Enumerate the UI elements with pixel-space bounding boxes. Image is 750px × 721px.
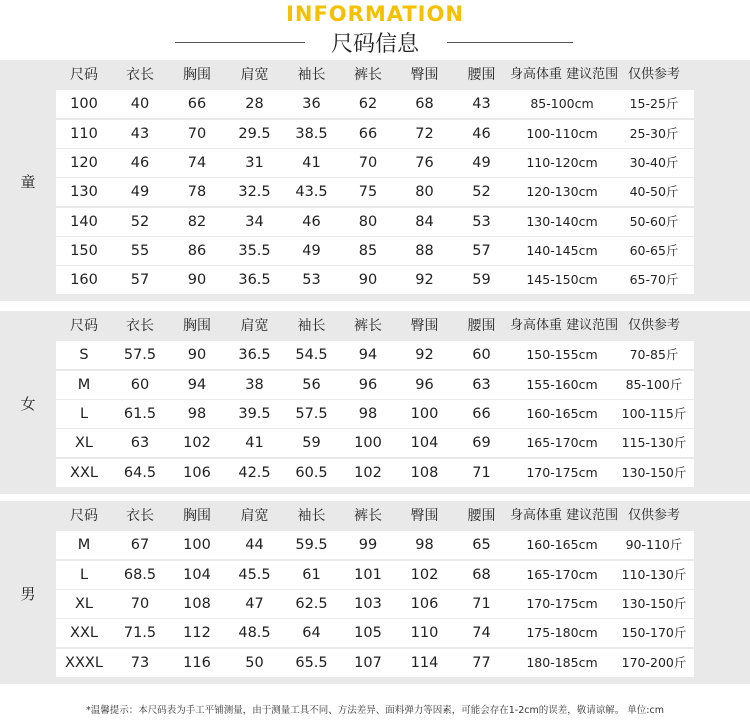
- table-cell: 52: [130, 214, 150, 230]
- table-cell: 44: [245, 537, 264, 553]
- header-cell: 身高体重 建议范围: [510, 67, 619, 82]
- table-cell: 25-30斤: [629, 126, 679, 141]
- table-header-row: [56, 502, 694, 531]
- table-cell: 180-185cm: [526, 655, 598, 670]
- header-cell: 胸围: [183, 318, 211, 334]
- table-cell: 90: [187, 347, 207, 363]
- table-cell: 155-160cm: [526, 377, 598, 392]
- section-label: 男: [20, 585, 36, 603]
- footer-note: *温馨提示：本尺码表为手工平铺测量，由于测量工具不同、方法差异、面料弹力等因素，可能会存在1-2cm的误差，敬请谅解。 单位:cm: [86, 705, 664, 716]
- table-cell: 150-155cm: [526, 347, 598, 362]
- table-cell: 62: [358, 96, 378, 112]
- table-cell: 75: [358, 184, 378, 200]
- header-cell: 尺码: [70, 508, 98, 524]
- table-cell: 64.5: [123, 465, 157, 481]
- table-cell: 107: [354, 655, 382, 671]
- header-cell: 衣长: [126, 318, 154, 334]
- table-cell: 70: [358, 155, 378, 171]
- header-cell: 衣长: [126, 67, 154, 83]
- table-row: [56, 619, 694, 648]
- table-cell: XXL: [70, 625, 98, 641]
- table-cell: 110: [70, 126, 98, 142]
- table-cell: 41: [245, 435, 264, 451]
- section-1: [0, 311, 750, 494]
- table-cell: 98: [415, 537, 434, 553]
- table-cell: 74: [472, 625, 491, 641]
- table-cell: 50: [245, 655, 264, 671]
- table-cell: 106: [183, 465, 211, 481]
- table-cell: 85-100斤: [625, 377, 683, 392]
- table-cell: 53: [302, 272, 321, 288]
- table-cell: 165-170cm: [526, 567, 598, 582]
- table-cell: 70: [187, 126, 207, 142]
- table-cell: 80: [415, 184, 434, 200]
- table-cell: 84: [415, 214, 434, 230]
- table-cell: 99: [358, 537, 378, 553]
- table-cell: 42.5: [238, 465, 271, 481]
- table-cell: 35.5: [238, 243, 271, 259]
- table-cell: 98: [358, 406, 378, 422]
- table-cell: L: [79, 567, 89, 583]
- table-cell: 120: [70, 155, 98, 171]
- table-cell: 76: [415, 155, 434, 171]
- header-cell: 腰围: [467, 318, 496, 334]
- table-row: [56, 149, 694, 178]
- table-cell: XL: [74, 596, 93, 612]
- header-cell: 肩宽: [240, 67, 269, 83]
- table-cell: 170-200斤: [621, 655, 687, 670]
- header-cell: 肩宽: [240, 508, 269, 524]
- table-cell: 100: [183, 537, 211, 553]
- table-cell: 53: [472, 214, 491, 230]
- table-cell: L: [79, 406, 89, 422]
- header-cell: 身高体重 建议范围: [510, 318, 619, 333]
- table-cell: 71: [472, 596, 491, 612]
- header-cell: 裤长: [354, 67, 382, 83]
- table-cell: 39.5: [238, 406, 271, 422]
- table-cell: 38: [245, 377, 264, 393]
- header-cell: 仅供参考: [627, 508, 680, 523]
- table-row: [56, 178, 694, 207]
- table-cell: 77: [472, 655, 491, 671]
- table-cell: 63: [472, 377, 491, 393]
- header-cell: 仅供参考: [627, 67, 680, 82]
- table-cell: XL: [74, 435, 93, 451]
- table-cell: 59: [472, 272, 491, 288]
- table-header-row: [56, 312, 694, 341]
- header-cell: 尺码: [70, 67, 98, 83]
- table-cell: 68: [415, 96, 434, 112]
- table-cell: 108: [183, 596, 211, 612]
- table-cell: 32.5: [238, 184, 271, 200]
- table-cell: 165-170cm: [526, 435, 598, 450]
- header-cell: 尺码: [70, 318, 98, 334]
- table-cell: 57.5: [123, 347, 157, 363]
- table-cell: 92: [415, 347, 434, 363]
- table-cell: 110: [410, 625, 439, 641]
- table-cell: 90-110斤: [625, 537, 683, 552]
- header-cell: 胸围: [183, 508, 211, 524]
- table-cell: 103: [354, 596, 382, 612]
- table-cell: 94: [358, 347, 378, 363]
- table-cell: 57: [130, 272, 150, 288]
- table-cell: 40-50斤: [629, 184, 679, 199]
- table-row: [56, 208, 694, 237]
- table-cell: 170-175cm: [526, 596, 598, 611]
- table-cell: 43: [130, 126, 150, 142]
- table-cell: 90: [358, 272, 378, 288]
- table-cell: 68: [472, 567, 491, 583]
- table-cell: 61.5: [123, 406, 157, 422]
- table-cell: 46: [472, 126, 491, 142]
- header-cell: 裤长: [354, 508, 382, 524]
- table-row: [56, 531, 694, 560]
- table-cell: 36.5: [238, 347, 271, 363]
- table-cell: 66: [472, 406, 491, 422]
- table-cell: 29.5: [238, 126, 271, 142]
- table-cell: 57: [472, 243, 491, 259]
- table-cell: 41: [302, 155, 321, 171]
- table-cell: 47: [245, 596, 264, 612]
- table-cell: 85: [358, 243, 378, 259]
- table-row: [56, 371, 694, 400]
- header-cell: 袖长: [297, 67, 326, 83]
- table-cell: 46: [130, 155, 150, 171]
- table-cell: 59.5: [295, 537, 328, 553]
- table-cell: 106: [410, 596, 439, 612]
- table-cell: 160-165cm: [526, 406, 598, 421]
- table-cell: 70: [130, 596, 150, 612]
- table-cell: 34: [245, 214, 264, 230]
- table-cell: 60: [130, 377, 150, 393]
- table-cell: 90: [187, 272, 207, 288]
- table-cell: 50-60斤: [629, 214, 679, 229]
- table-row: [56, 120, 694, 149]
- table-cell: 62.5: [295, 596, 328, 612]
- table-cell: 49: [472, 155, 491, 171]
- table-cell: 110-120cm: [526, 155, 598, 170]
- table-cell: 170-175cm: [526, 465, 598, 480]
- header-cell: 臀围: [410, 67, 439, 83]
- table-cell: 94: [187, 377, 207, 393]
- table-cell: 40: [130, 96, 150, 112]
- header-cell: 仅供参考: [627, 318, 680, 333]
- table-cell: 60: [472, 347, 491, 363]
- section-label: 女: [20, 395, 36, 413]
- table-cell: 92: [415, 272, 434, 288]
- table-cell: 86: [187, 243, 207, 259]
- table-cell: 30-40斤: [629, 155, 679, 170]
- table-cell: 36.5: [238, 272, 271, 288]
- table-cell: 140-145cm: [526, 243, 598, 258]
- header-cell: 袖长: [297, 318, 326, 334]
- table-cell: 59: [302, 435, 321, 451]
- table-cell: 28: [245, 96, 264, 112]
- table-cell: 65.5: [295, 655, 328, 671]
- table-cell: 98: [187, 406, 207, 422]
- table-cell: 102: [410, 567, 439, 583]
- header-cell: 腰围: [467, 67, 496, 83]
- table-cell: 150: [70, 243, 98, 259]
- table-cell: 130: [70, 184, 98, 200]
- table-cell: 100-110cm: [526, 126, 598, 141]
- table-cell: 68.5: [123, 567, 157, 583]
- table-cell: 73: [130, 655, 150, 671]
- table-cell: 96: [415, 377, 434, 393]
- table-cell: 43.5: [295, 184, 328, 200]
- table-cell: 130-150斤: [621, 465, 687, 480]
- header-cell: 衣长: [126, 508, 154, 524]
- table-cell: 45.5: [238, 567, 271, 583]
- table-row: [56, 649, 694, 678]
- table-cell: 104: [410, 435, 439, 451]
- table-cell: 116: [183, 655, 211, 671]
- table-cell: 48.5: [238, 625, 271, 641]
- table-cell: 96: [358, 377, 378, 393]
- table-cell: 108: [410, 465, 439, 481]
- section-label: 童: [20, 173, 36, 191]
- table-cell: 115-130斤: [621, 435, 687, 450]
- table-row: [56, 400, 694, 429]
- table-cell: 46: [302, 214, 321, 230]
- table-cell: 66: [187, 96, 207, 112]
- section-0: [0, 60, 750, 301]
- table-cell: 60-65斤: [629, 243, 679, 258]
- header-cell: 腰围: [467, 508, 496, 524]
- table-cell: M: [77, 377, 91, 393]
- table-cell: 130-140cm: [526, 214, 598, 229]
- table-cell: 49: [302, 243, 321, 259]
- table-cell: 100: [354, 435, 382, 451]
- table-cell: 49: [130, 184, 150, 200]
- table-cell: 88: [415, 243, 434, 259]
- table-cell: 31: [245, 155, 264, 171]
- header-cell: 袖长: [297, 508, 326, 524]
- table-cell: 100-115斤: [621, 406, 687, 421]
- header-cell: 臀围: [410, 318, 439, 334]
- table-cell: 38.5: [295, 126, 328, 142]
- table-cell: 140: [70, 214, 98, 230]
- table-cell: 160-165cm: [526, 537, 598, 552]
- header-cell: 裤长: [354, 318, 382, 334]
- table-row: [56, 429, 694, 458]
- table-cell: 55: [130, 243, 150, 259]
- table-row: [56, 341, 694, 370]
- table-cell: 69: [472, 435, 491, 451]
- header-cell: 肩宽: [240, 318, 269, 334]
- table-cell: 52: [472, 184, 491, 200]
- table-cell: S: [79, 347, 89, 363]
- table-cell: 65-70斤: [629, 272, 679, 287]
- table-cell: 67: [130, 537, 150, 553]
- table-row: [56, 459, 694, 488]
- header-cell: 胸围: [183, 67, 211, 83]
- table-cell: 57.5: [295, 406, 328, 422]
- table-cell: 160: [70, 272, 98, 288]
- table-cell: 82: [187, 214, 207, 230]
- table-cell: 72: [415, 126, 434, 142]
- table-cell: 60.5: [295, 465, 328, 481]
- table-cell: 145-150cm: [526, 272, 598, 287]
- table-cell: 71: [472, 465, 491, 481]
- table-cell: 80: [358, 214, 378, 230]
- table-cell: 43: [472, 96, 491, 112]
- table-cell: 175-180cm: [526, 625, 598, 640]
- table-header-row: [56, 61, 694, 90]
- table-cell: 54.5: [295, 347, 328, 363]
- table-cell: M: [77, 537, 91, 553]
- table-cell: 114: [410, 655, 439, 671]
- table-cell: 85-100cm: [530, 96, 594, 111]
- table-cell: 36: [302, 96, 321, 112]
- table-cell: 102: [354, 465, 382, 481]
- table-cell: XXXL: [65, 655, 103, 671]
- table-row: [56, 590, 694, 619]
- rule-right: [447, 42, 573, 43]
- section-2: [0, 501, 750, 684]
- table-cell: 104: [183, 567, 211, 583]
- table-row: [56, 266, 694, 295]
- table-cell: 65: [472, 537, 491, 553]
- header-cell: 臀围: [410, 508, 439, 524]
- table-cell: 112: [183, 625, 211, 641]
- table-cell: 130-150斤: [621, 596, 687, 611]
- table-cell: 120-130cm: [526, 184, 598, 199]
- table-cell: 70-85斤: [629, 347, 679, 362]
- table-cell: 15-25斤: [629, 96, 679, 111]
- table-cell: 105: [354, 625, 382, 641]
- table-cell: 74: [187, 155, 207, 171]
- table-row: [56, 237, 694, 266]
- table-cell: 78: [187, 184, 207, 200]
- title-english: INFORMATION: [286, 2, 464, 26]
- table-cell: 102: [183, 435, 211, 451]
- table-cell: 66: [358, 126, 378, 142]
- table-cell: 64: [302, 625, 321, 641]
- title-chinese: 尺码信息: [330, 32, 419, 57]
- table-cell: 110-130斤: [621, 567, 687, 582]
- header-cell: 身高体重 建议范围: [510, 508, 619, 523]
- table-row: [56, 90, 694, 119]
- table-cell: 61: [302, 567, 321, 583]
- table-cell: 101: [354, 567, 382, 583]
- table-cell: 150-170斤: [621, 625, 687, 640]
- table-cell: XXL: [70, 465, 98, 481]
- table-row: [56, 561, 694, 590]
- table-cell: 56: [302, 377, 321, 393]
- table-cell: 63: [130, 435, 150, 451]
- table-cell: 71.5: [123, 625, 157, 641]
- table-cell: 100: [70, 96, 98, 112]
- table-cell: 100: [410, 406, 439, 422]
